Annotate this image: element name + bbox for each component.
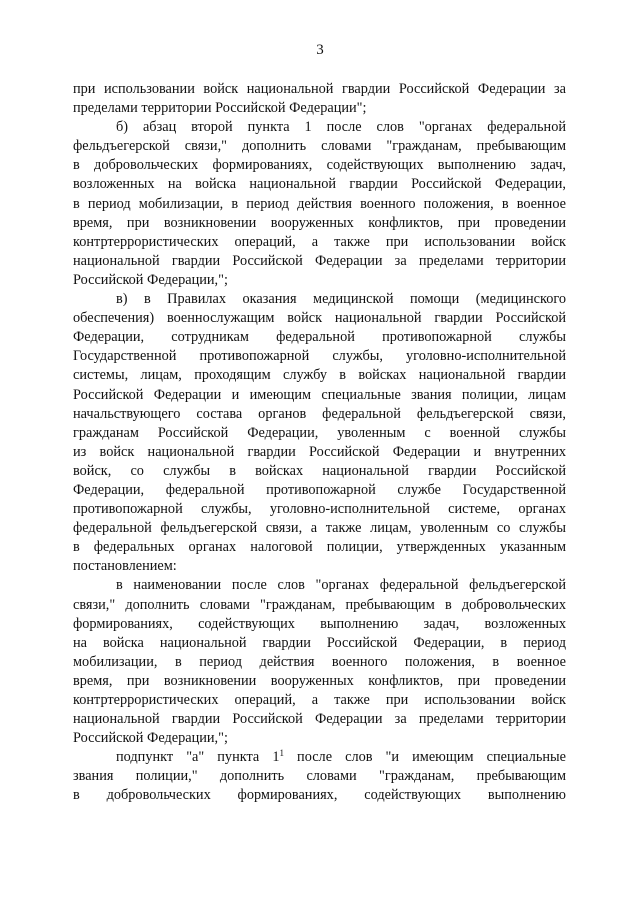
text-line: федеральной фельдъегерской связи, а также лицам, уволенным со службы — [73, 520, 566, 537]
text-line: в добровольческих формированиях, содействующих выполнению задач, — [73, 157, 566, 174]
text-line: Российской Федерации и имеющим специальные звания полиции, лицам — [73, 386, 566, 403]
text-line: национальной гвардии Российской Федерации за пределами территории — [73, 252, 566, 269]
text-line: постановлением: — [73, 558, 177, 575]
text-line: обеспечения) военнослужащим войск национальной гвардии Российской — [73, 310, 566, 327]
text-line: пределами территории Российской Федерации"; — [73, 100, 367, 117]
text-line: противопожарной службы, уголовно-исполнительной системе, органах — [73, 501, 566, 518]
text-line: Федерации, сотрудникам федеральной противопожарной службы — [73, 329, 566, 346]
text-line: контртеррористических операций, а также при использовании войск — [73, 692, 566, 708]
text-line: национальной гвардии Российской Федерации за пределами территории — [73, 711, 566, 728]
text-line: Российской Федерации,"; — [73, 730, 228, 747]
text-line: в наименовании после слов "органах федеральной фельдъегерской — [116, 577, 566, 594]
text-line: формированиях, содействующих выполнению задач, возложенных — [73, 615, 566, 632]
text-line: время, при возникновении вооруженных конфликтов, при проведении — [73, 214, 566, 231]
text-line-subpoint — [73, 748, 566, 767]
text-line: на войска национальной гвардии Российской Федерации, в период — [73, 634, 566, 651]
text-line: в период мобилизации, в период действия военного положения, в военное — [73, 195, 566, 212]
text-line: Федерации, федеральной противопожарной службе Государственной — [73, 481, 566, 498]
text-line: в) в Правилах оказания медицинской помощи (медицинского — [116, 291, 566, 308]
text-line: гражданам Российской Федерации, уволенным с военной службы — [73, 424, 566, 441]
subpoint-end: после слов "и имеющим специальные — [283, 749, 566, 766]
text-line: в федеральных органах налоговой полиции, утвержденных указанным — [73, 539, 566, 556]
text-line: возложенных на войска национальной гвардии Российской Федерации, — [73, 176, 566, 193]
text-line: б) абзац второй пункта 1 после слов "органах федеральной — [116, 119, 566, 136]
subpoint-start: подпункт "а" пункта 1 — [116, 749, 280, 766]
document-body — [73, 80, 566, 806]
text-line: Российской Федерации,"; — [73, 271, 228, 288]
text-line: звания полиции," дополнить словами "гражданам, пребывающим — [73, 768, 566, 785]
text-line: в добровольческих формированиях, содействующих выполнению — [73, 787, 566, 804]
text-line: контртеррористических операций, а также при использовании войск — [73, 233, 566, 250]
text-line: войск, со службы в войсках национальной гвардии Российской — [73, 462, 566, 479]
text-line: Государственной противопожарной службы, уголовно-исполнительной — [73, 348, 566, 365]
subpoint-superscript: 1 — [279, 748, 284, 759]
text-line: начальствующего состава органов федеральной фельдъегерской связи, — [73, 405, 566, 422]
text-line: фельдъегерской связи," дополнить словами "гражданам, пребывающим — [73, 138, 566, 155]
text-lines — [73, 80, 566, 748]
text-line: при использовании войск национальной гвардии Российской Федерации за — [73, 81, 566, 97]
text-line: связи," дополнить словами "гражданам, пребывающим в добровольческих — [73, 596, 566, 613]
text-line: мобилизации, в период действия военного положения, в военное — [73, 653, 566, 670]
page-number: 3 — [316, 42, 324, 58]
text-line: время, при возникновении вооруженных конфликтов, при проведении — [73, 672, 566, 689]
text-line: из войск национальной гвардии Российской Федерации и внутренних — [73, 443, 566, 460]
text-line: системы, лицам, проходящим службу в войсках национальной гвардии — [73, 367, 566, 384]
